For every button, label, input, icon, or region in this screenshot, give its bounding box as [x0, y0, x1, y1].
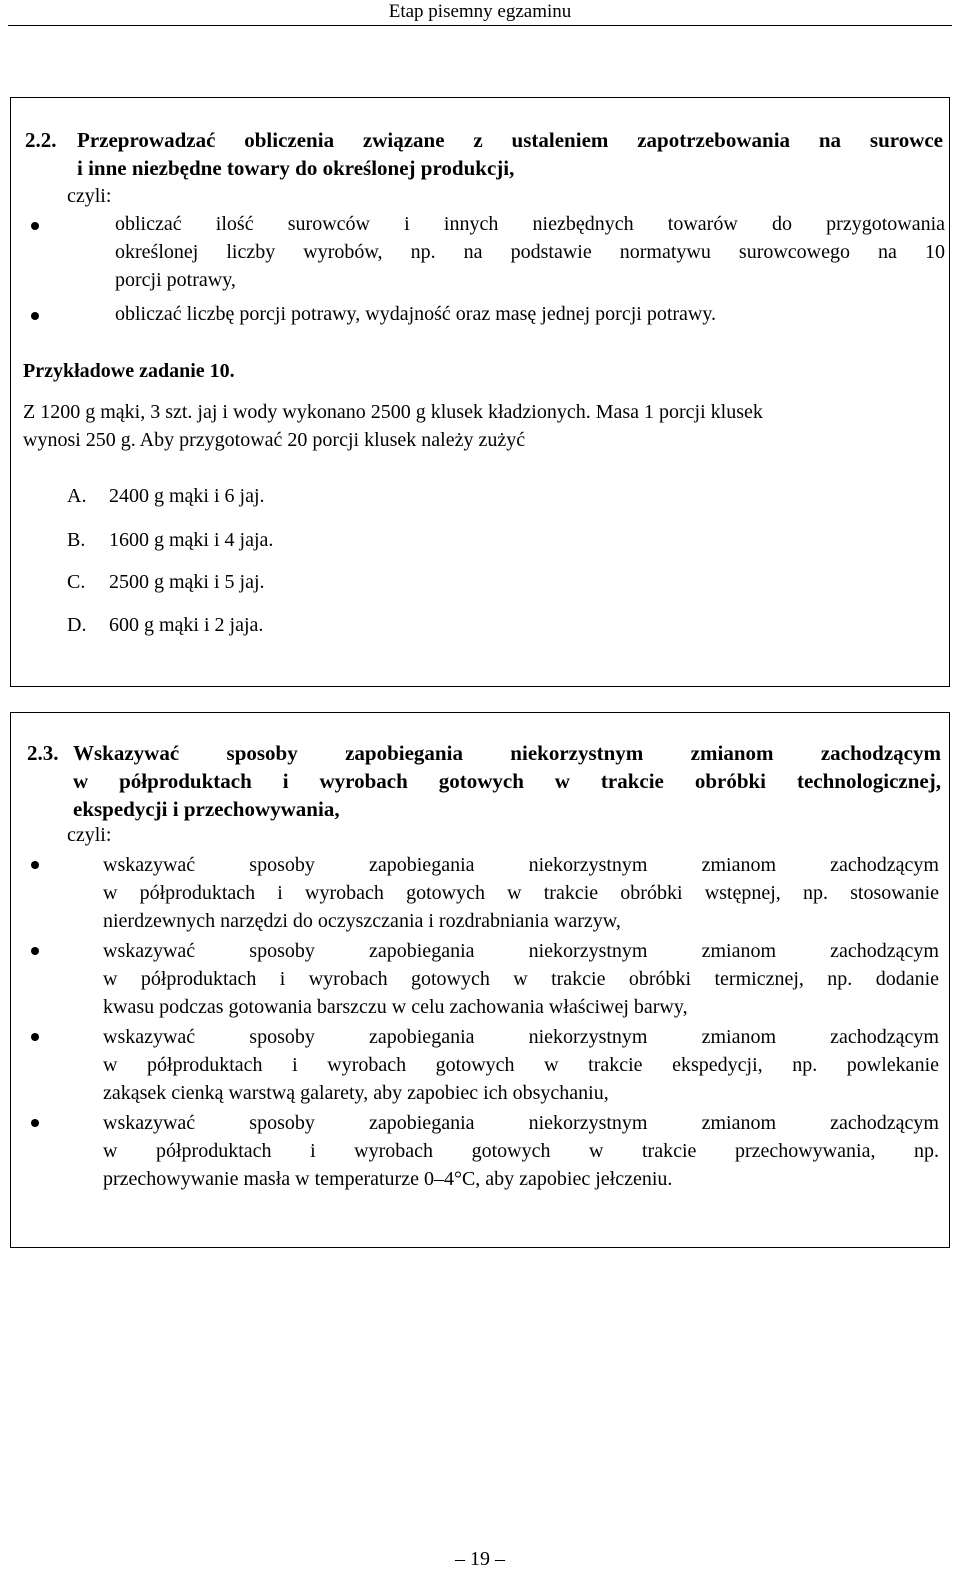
list-item-line: porcji potrawy,: [115, 269, 236, 291]
list-item-line: obliczać liczbę porcji potrawy, wydajność oraz masę jednej porcji potrawy.: [115, 303, 717, 325]
task-line: wynosi 250 g. Aby przygotować 20 porcji klusek należy zużyć: [23, 429, 526, 451]
option-letter: B.: [67, 529, 86, 551]
bullet-icon: [31, 861, 39, 869]
section-title-line: i inne niezbędne towary do określonej produkcji,: [77, 156, 515, 180]
running-header: Etap pisemny egzaminu: [388, 1, 572, 22]
bullet-icon: [31, 947, 39, 955]
czyli-label: czyli:: [67, 185, 112, 207]
list-item-line: w półproduktach i wyrobach gotowych w trakcie obróbki termicznej, np. dodanie: [103, 968, 939, 990]
section-2-3-box: [10, 712, 950, 1248]
czyli-label: czyli:: [67, 824, 112, 846]
section-2-2-box: [10, 97, 950, 687]
option-text: 2400 g mąki i 6 jaj.: [109, 485, 265, 507]
option-letter: A.: [67, 485, 87, 507]
list-item-line: przechowywanie masła w temperaturze 0–4°C, aby zapobiec jełczeniu.: [103, 1168, 673, 1190]
option-text: 2500 g mąki i 5 jaj.: [109, 571, 265, 593]
list-item-line: kwasu podczas gotowania barszczu w celu zachowania właściwej barwy,: [103, 996, 688, 1018]
section-title-line: w półproduktach i wyrobach gotowych w trakcie obróbki technologicznej,: [73, 769, 941, 793]
option-letter: C.: [67, 571, 86, 593]
section-title-line: ekspedycji i przechowywania,: [73, 797, 340, 821]
bullet-icon: [31, 1033, 39, 1041]
example-heading: Przykładowe zadanie 10.: [23, 360, 235, 382]
section-2-3-title: [27, 739, 941, 823]
section-number: 2.3.: [27, 741, 59, 765]
bullet-icon: [31, 1119, 39, 1127]
task-line: Z 1200 g mąki, 3 szt. jaj i wody wykonano 2500 g klusek kładzionych. Masa 1 porcji klusek: [23, 401, 763, 423]
list-item-line: wskazywać sposoby zapobiegania niekorzystnym zmianom zachodzącym: [103, 854, 939, 876]
bullet-icon: [31, 222, 39, 230]
page-number: – 19 –: [455, 1548, 505, 1570]
list-item-line: wskazywać sposoby zapobiegania niekorzystnym zmianom zachodzącym: [103, 940, 939, 962]
list-item-line: w półproduktach i wyrobach gotowych w trakcie obróbki wstępnej, np. stosowanie: [103, 882, 939, 904]
list-item-line: wskazywać sposoby zapobiegania niekorzystnym zmianom zachodzącym: [103, 1112, 939, 1134]
option-letter: D.: [67, 614, 87, 636]
list-item-line: w półproduktach i wyrobach gotowych w trakcie ekspedycji, np. powlekanie: [103, 1054, 939, 1076]
section-title-line: Wskazywać sposoby zapobiegania niekorzystnym zmianom zachodzącym: [73, 741, 941, 765]
list-item-line: zakąsek cienką warstwą galarety, aby zapobiec ich obsychaniu,: [103, 1082, 609, 1104]
section-title-line: Przeprowadzać obliczenia związane z ustaleniem zapotrzebowania na surowce: [77, 128, 943, 152]
task-text: [23, 398, 941, 454]
bullet-icon: [31, 312, 39, 320]
header-divider: [8, 25, 952, 26]
section-number: 2.2.: [25, 128, 57, 152]
list-item-line: określonej liczby wyrobów, np. na podstawie normatywu surowcowego na 10: [115, 241, 945, 263]
option-text: 600 g mąki i 2 jaja.: [109, 614, 264, 636]
list-item-line: obliczać ilość surowców i innych niezbędnych towarów do przygotowania: [115, 213, 945, 235]
list-item-line: nierdzewnych narzędzi do oczyszczania i rozdrabniania warzyw,: [103, 910, 621, 932]
list-item-line: wskazywać sposoby zapobiegania niekorzystnym zmianom zachodzącym: [103, 1026, 939, 1048]
list-item-line: w półproduktach i wyrobach gotowych w trakcie przechowywania, np.: [103, 1140, 939, 1162]
section-2-2-title: [25, 126, 943, 182]
option-text: 1600 g mąki i 4 jaja.: [109, 529, 274, 551]
